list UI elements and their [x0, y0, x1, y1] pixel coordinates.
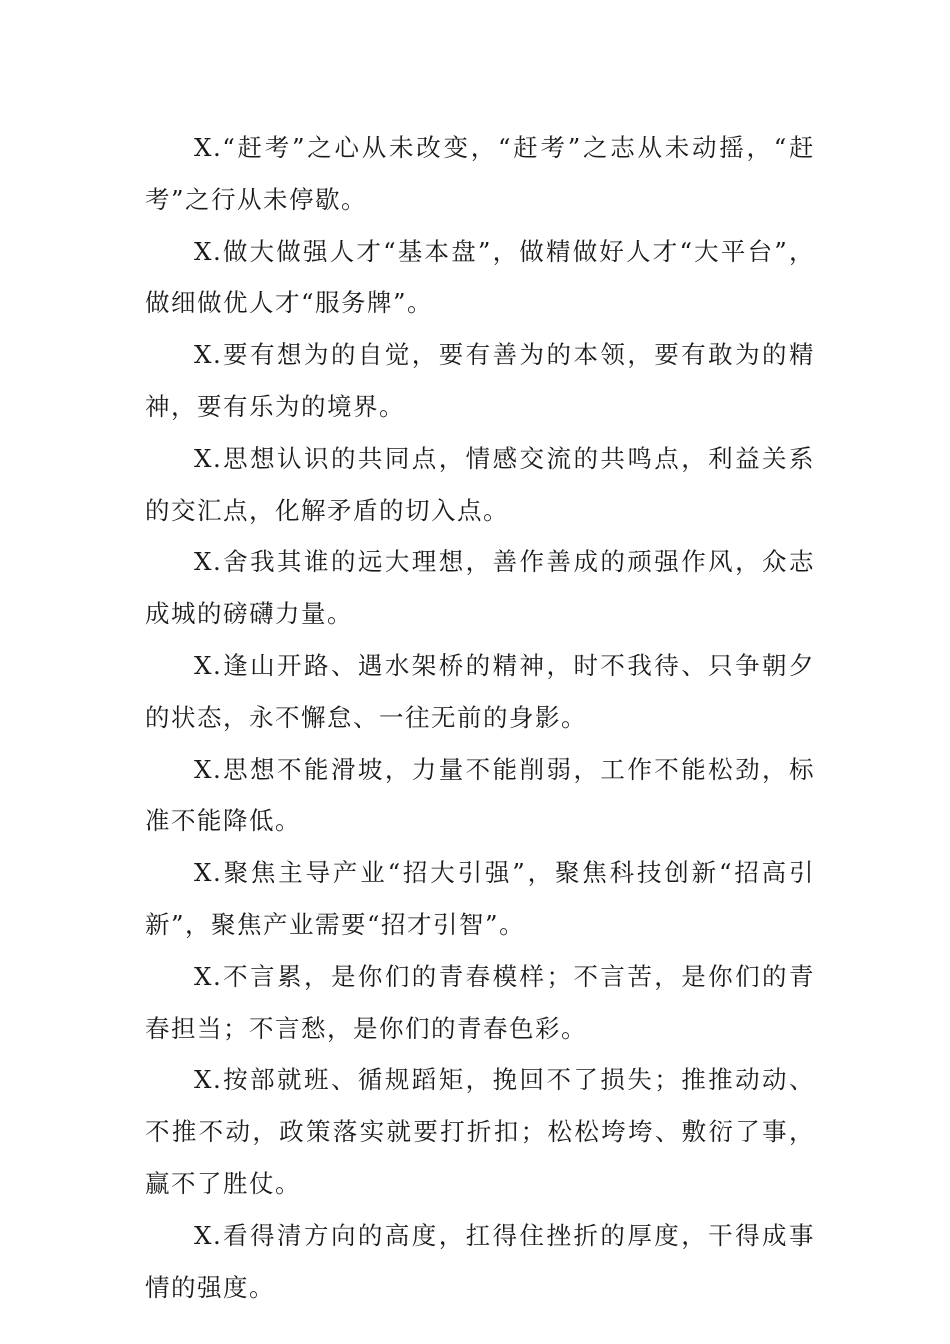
paragraph-5: X.舍我其谁的远大理想，善作善成的顽强作风，众志成城的磅礴力量。 — [145, 547, 815, 629]
paragraph-8: X.聚焦主导产业“招大引强”，聚焦科技创新“招高引新”，聚焦产业需要“招才引智”。 — [145, 858, 815, 939]
paragraph-4: X.思想认识的共同点，情感交流的共鸣点，利益关系的交汇点，化解矛盾的切入点。 — [145, 443, 815, 525]
paragraph-3: X.要有想为的自觉，要有善为的本领，要有敢为的精神，要有乐为的境界。 — [145, 340, 815, 421]
paragraph-7: X.思想不能滑坡，力量不能削弱，工作不能松劲，标准不能降低。 — [145, 754, 815, 836]
paragraph-9: X.不言累，是你们的青春模样；不言苦，是你们的青春担当；不言愁，是你们的青春色彩。 — [145, 961, 815, 1043]
paragraph-10: X.按部就班、循规蹈矩，挽回不了损失；推推动动、不推不动，政策落实就要打折扣；松松垮垮、敷衍了事，赢不了胜仗。 — [145, 1065, 815, 1198]
document-body — [145, 122, 815, 1313]
paragraph-1: X.“赶考”之心从未改变，“赶考”之志从未动摇，“赶考”之行从未停歇。 — [145, 133, 815, 214]
paragraph-2: X.做大做强人才“基本盘”，做精做好人才“大平台”，做细做优人才“服务牌”。 — [145, 236, 815, 318]
paragraph-6: X.逢山开路、遇水架桥的精神，时不我待、只争朝夕的状态，永不懈怠、一往无前的身影。 — [145, 650, 815, 732]
paragraph-11: X.看得清方向的高度，扛得住挫折的厚度，干得成事情的强度。 — [145, 1220, 815, 1302]
